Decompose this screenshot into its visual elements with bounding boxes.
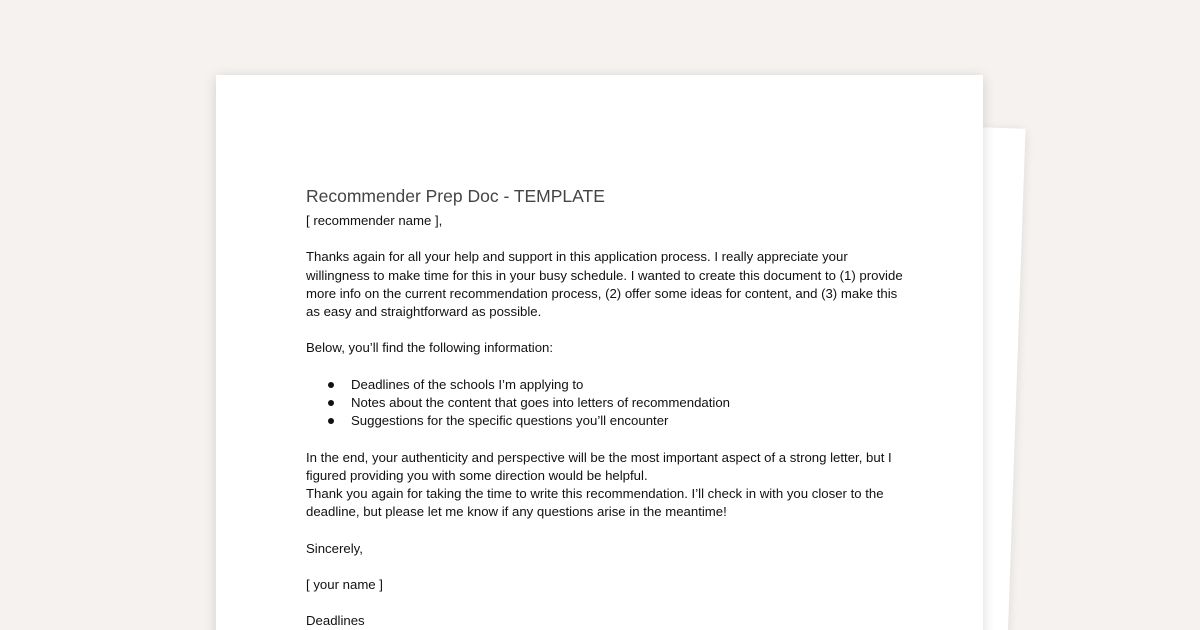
signature-line: [ your name ] bbox=[306, 576, 383, 592]
bullet-icon bbox=[328, 382, 334, 388]
bullet-text: Suggestions for the specific questions you’ll encounter bbox=[351, 413, 669, 429]
intro-paragraph: Thanks again for all your help and support in this application process. I really appreciate your willingness to make time for this in your busy schedule. I wanted to create this document to (1) provide more info on the current recommendation process, (2) offer some ideas for content, and (3) make this as easy and straightforward as possible. bbox=[306, 249, 903, 319]
list-intro-line: Below, you’ll find the following information: bbox=[306, 340, 554, 356]
signoff-line: Sincerely, bbox=[306, 540, 363, 556]
bullet-icon bbox=[328, 400, 334, 406]
list-item bbox=[306, 394, 906, 412]
list-item bbox=[306, 376, 906, 394]
info-bullet-list bbox=[306, 376, 906, 431]
closing-paragraph-2: Thank you again for taking the time to write this recommendation. I’ll check in with you closer to the deadline, but please let me know if any questions arise in the meantime! bbox=[306, 485, 884, 520]
document-title: Recommender Prep Doc - TEMPLATE bbox=[306, 186, 605, 206]
bullet-icon bbox=[328, 418, 334, 424]
section-heading-deadlines: Deadlines bbox=[306, 613, 365, 629]
front-page-sheet bbox=[216, 75, 983, 630]
bullet-text: Notes about the content that goes into letters of recommendation bbox=[351, 394, 731, 410]
closing-paragraph-1: In the end, your authenticity and perspective will be the most important aspect of a strong letter, but I figured providing you with some direction would be helpful. bbox=[306, 449, 892, 483]
document-body bbox=[306, 185, 906, 630]
list-item bbox=[306, 412, 906, 430]
greeting-line: [ recommender name ], bbox=[306, 213, 443, 228]
bullet-text: Deadlines of the schools I’m applying to bbox=[351, 376, 584, 392]
